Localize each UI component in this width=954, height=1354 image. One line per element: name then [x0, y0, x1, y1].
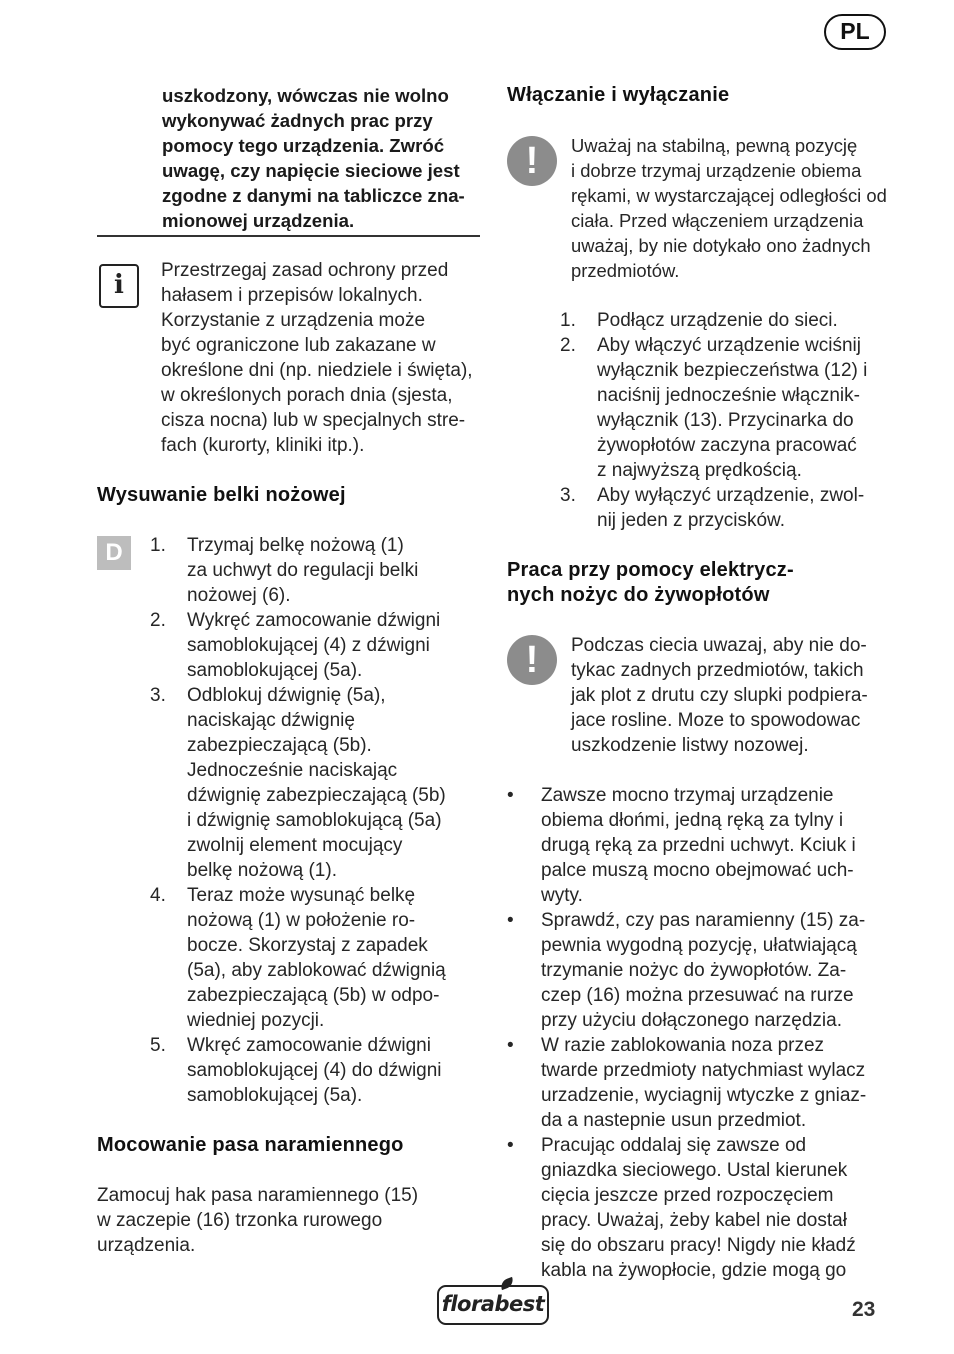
- list-item: 5. Wkręć zamocowanie dźwigni samoblokującej (4) do dźwigni samoblokującej (5a).: [150, 1035, 442, 1106]
- list-item: • Sprawdź, czy pas naramienny (15) za- pewnia wygodną pozycję, ułatwiającą trzymanie nożyc do żywopłotów. Za- czep (16) można przesuwać na rurze przy użyciu dołączonego narzędzia.: [507, 910, 866, 1031]
- strap-paragraph: Zamocuj hak pasa naramiennego (15) w zaczepie (16) trzonka rurowego urządzenia.: [97, 1185, 419, 1256]
- work-warning-note: Podczas ciecia uwazaj, aby nie do- tykac zadnych przedmiotów, takich jak plot z drutu czy slupki podpiera- jace rosline. Moze to spowodowac uszkodzenie listwy nozowej.: [571, 635, 868, 756]
- figure-marker: D: [97, 536, 131, 570]
- list-item: • Pracując oddalaj się zawsze od gniazdka sieciowego. Ustal kierunek cięcia jeszcze przed rozpoczęciem pracy. Uważaj, żeby kabel nie dostał się do obszaru pracy! Nigdy nie kładź kabla na żywopłocie, gdzie mogą go: [507, 1135, 856, 1281]
- info-note: Przestrzegaj zasad ochrony przed hałasem i przepisów lokalnych. Korzystanie z urządzenia może być ograniczone lub zakazane w określone dni (np. niedziele i święta), w określonych porach dnia (sjesta, cisza nocna) lub w specjalnych stre- fach (kurorty, kliniki itp.).: [161, 260, 473, 456]
- page-number: 23: [852, 1298, 876, 1321]
- section-heading-blade: Wysuwanie belki nożowej: [97, 484, 346, 506]
- info-icon: i: [99, 264, 139, 308]
- list-item: 3. Odblokuj dźwignię (5a), naciskając dźwignię zabezpieczającą (5b). Jednocześnie naciskając dźwignię zabezpieczającą (5b) i dźwignię samoblokującą (5a) zwolnij element mocujący belkę nożową (1).: [150, 685, 446, 881]
- switch-steps-list: [560, 308, 890, 533]
- switch-warning-note: Uważaj na stabilną, pewną pozycję i dobrze trzymaj urządzenie obiema rękami, w wystarczającej odległości od ciała. Przed włączeniem urządzenia uważaj, by nie dotykało ono żadnych przedmiotów.: [571, 135, 887, 281]
- list-item: 3. Aby wyłączyć urządzenie, zwol- nij jeden z przycisków.: [560, 485, 865, 531]
- list-item: 4. Teraz może wysunąć belkę nożową (1) w położenie ro- bocze. Skorzystaj z zapadek (5a), aby zablokować dźwignią zabezpieczającą (5b) w odpo- wiedniej pozycji.: [150, 885, 446, 1031]
- list-item: 1. Trzymaj belkę nożową (1) za uchwyt do regulacji belki nożowej (6).: [150, 535, 419, 606]
- section-divider: [97, 235, 480, 237]
- list-item: 1. Podłącz urządzenie do sieci.: [560, 310, 838, 331]
- section-heading-strap: Mocowanie pasa naramiennego: [97, 1134, 404, 1156]
- florabest-logo: florabest: [437, 1285, 549, 1325]
- list-item: 2. Wykręć zamocowanie dźwigni samoblokującej (4) z dźwigni samoblokującej (5a).: [150, 610, 441, 681]
- warning-icon: !: [507, 136, 557, 186]
- warning-continuation: uszkodzony, wówczas nie wolno wykonywać żadnych prac przy pomocy tego urządzenia. Zwróć uwagę, czy napięcie sieciowe jest zgodne z danymi na tabliczce zna- mionowej urządzenia.: [162, 85, 465, 231]
- warning-icon: !: [507, 635, 557, 685]
- blade-steps-list: [150, 533, 480, 1108]
- list-item: 2. Aby włączyć urządzenie wciśnij wyłącznik bezpieczeństwa (12) i naciśnij jednocześnie włącznik- wyłącznik (13). Przycinarka do żywopłotów zaczyna pracować z najwyższą prędkością.: [560, 335, 868, 481]
- language-badge: PL: [824, 14, 886, 50]
- list-item: • W razie zablokowania noza przez twarde przedmioty natychmiast wylacz urzadzenie, wyciagnij wtyczke z gniaz- da a nastepnie usun przedmiot.: [507, 1035, 867, 1131]
- list-item: • Zawsze mocno trzymaj urządzenie obiema dłońmi, jedną ręką za tylny i drugą ręką za przedni uchwyt. Kciuk i palce muszą mocno obejmować uch- wyty.: [507, 785, 856, 906]
- section-heading-switch: Włączanie i wyłączanie: [507, 84, 730, 106]
- work-bullet-list: [507, 783, 892, 1283]
- section-heading-work: Praca przy pomocy elektrycz- nych nożyc do żywopłotów: [507, 559, 794, 606]
